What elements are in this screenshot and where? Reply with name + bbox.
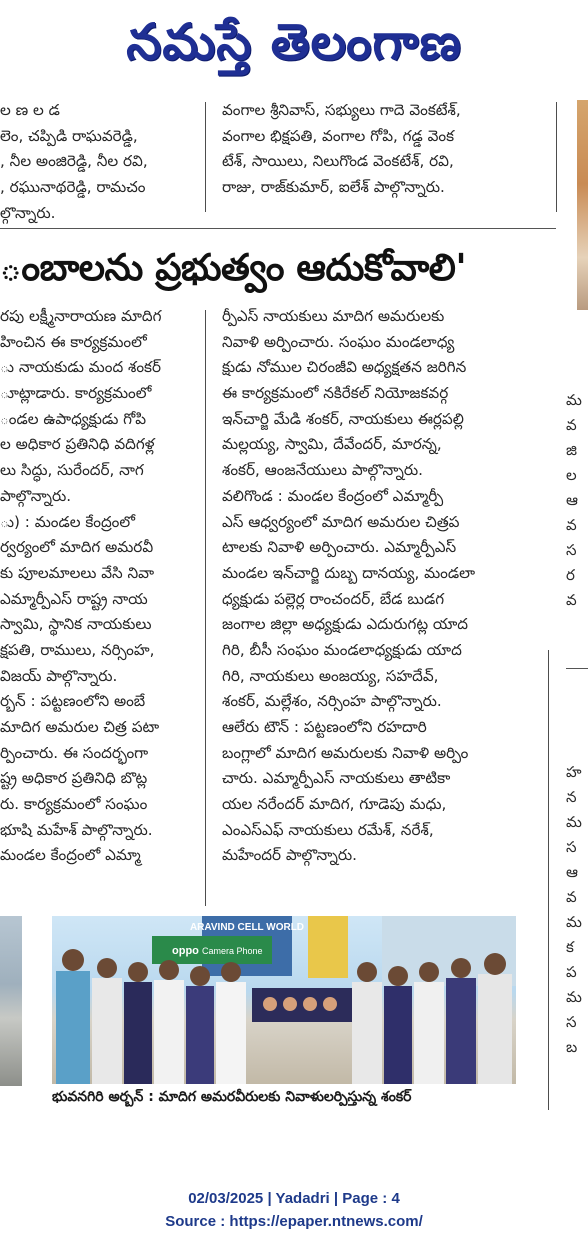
text-line: మహేందర్ పాల్గొన్నారు. — [222, 846, 357, 865]
top-left-column — [0, 98, 197, 226]
text-line: ఎమ్మార్పీఎస్ రాష్ట్ర నాయ — [0, 589, 148, 608]
text-line: రపు లక్ష్మీనారాయణ మాదిగ — [0, 307, 162, 325]
text-line: మండల కేంద్రంలో ఎమ్మా — [0, 846, 141, 865]
shop-sub-text: Camera Phone — [202, 946, 263, 956]
right-edge-upper-column — [566, 388, 588, 613]
text-line: స్వామి, స్థానిక నాయకులు — [0, 615, 152, 634]
column-divider — [548, 650, 549, 1110]
text-line: పాల్గొన్నారు. — [0, 486, 72, 505]
text-line: ర్బన్ : పట్టణంలోని అంబే — [0, 692, 146, 711]
text-line: వలిగొండ : మండల కేంద్రంలో ఎమ్మార్పీ — [222, 486, 444, 505]
footer-source-link[interactable]: Source : https://epaper.ntnews.com/ — [165, 1213, 423, 1230]
text-line: ఆ — [566, 491, 578, 509]
text-line: ఆలేరు టౌన్ : పట్టణంలోని రహదారి — [222, 718, 427, 736]
article-photo — [52, 916, 516, 1084]
text-line: ర్వర్యంలో మాదిగ అమరవీ — [0, 538, 154, 557]
text-line: ల — [566, 466, 577, 484]
photo-caption: భువనగిరి అర్బన్ : మాదిగ అమరవీరులకు నివాళులర్పిస్తున్న శంకర్ — [52, 1089, 412, 1105]
text-line: వ — [566, 591, 577, 609]
text-line: వంగాల భిక్షపతి, వంగాల గోపి, గడ్డ వెంక — [222, 126, 455, 145]
text-line: విజయ్ పాల్గొన్నారు. — [0, 666, 118, 685]
text-line: ు) : మండల కేంద్రంలో — [0, 512, 136, 531]
section-divider — [0, 228, 556, 229]
text-line: ప — [566, 963, 577, 981]
shop-brand-text: oppo — [172, 945, 199, 957]
text-line: యల నరేందర్ మాదిగ, గూడెపు మధు, — [222, 795, 447, 814]
text-line: మల్లయ్య, స్వామి, దేవేందర్, మారన్న, — [222, 435, 442, 454]
text-line: ఆ — [566, 863, 578, 881]
column-divider — [205, 102, 206, 212]
text-line: ఎస్ ఆధ్వర్యంలో మాదిగ అమరుల చిత్రప — [222, 512, 460, 531]
statue — [308, 916, 348, 978]
column-divider — [205, 310, 206, 906]
text-line: ల అధికార ప్రతినిధి వదిగళ్ల — [0, 435, 155, 454]
section-divider — [566, 668, 588, 669]
text-line: వంగాల శ్రీనివాస్, సభ్యులు గాదె వెంకటేశ్, — [222, 101, 461, 119]
text-line: మ — [566, 913, 582, 931]
text-line: క్షపతి, రాములు, నర్సింహ, — [0, 640, 155, 659]
text-line: బ — [566, 1038, 578, 1056]
text-line: నివాళి అర్పించారు. సంఘం మండలాధ్య — [222, 332, 455, 351]
text-line: స — [566, 1013, 577, 1031]
text-line: శంకర్, ఆంజనేయులు పాల్గొన్నారు. — [222, 461, 423, 480]
text-line: బంగ్లాలో మాదిగ అమరులకు నివాళి అర్పిం — [222, 743, 469, 762]
shop-sign-text: ARAVIND CELL WORLD — [189, 922, 305, 933]
text-line: క్షుడు నోముల చిరంజీవి అధ్యక్షతన జరిగిన — [222, 358, 467, 377]
right-edge-lower-column — [566, 760, 588, 1060]
text-line: న — [566, 788, 577, 806]
text-line: లెం, చప్పిడి రాఘవరెడ్డి, — [0, 126, 138, 145]
text-line: ష్ట్ర అధికార ప్రతినిధి బొట్ల — [0, 769, 148, 788]
text-line: , నీల అంజిరెడ్డి, నీల రవి, — [0, 152, 148, 171]
photo-illustration — [52, 916, 516, 1084]
text-line: గిరి, నాయకులు అంజయ్య, సహదేవ్, — [222, 666, 439, 685]
text-line: మండల ఇన్‌చార్జి దుబ్బ దానయ్య, మండలా — [222, 563, 476, 582]
text-line: శంకర్, మల్లేశం, నర్సింహ పాల్గొన్నారు. — [222, 692, 442, 711]
text-line: ు నాయకుడు మంద శంకర్ — [0, 358, 161, 377]
text-line: జి — [566, 441, 577, 459]
text-line: కు పూలమాలలు వేసి నివా — [0, 563, 155, 582]
text-line: వ — [566, 888, 577, 906]
right-photo-fragment — [577, 100, 588, 310]
text-line: రాజు, రాజ్‌కుమార్, ఐలేశ్ పాల్గొన్నారు. — [222, 178, 445, 197]
text-line: మ — [566, 813, 582, 831]
newspaper-logo: నమస్తే తెలంగాణ — [126, 13, 462, 71]
text-line: స — [566, 838, 577, 856]
text-line: మాదిగ అమరుల చిత్ర పటా — [0, 718, 160, 736]
text-line: గిరి, బీసీ సంఘం మండలాధ్యక్షుడు యాద — [222, 640, 462, 659]
photo-fragment — [0, 916, 22, 1086]
text-line: ఎంఎస్ఎఫ్ నాయకులు రమేశ్, నరేశ్, — [222, 820, 434, 839]
top-right-column — [222, 98, 552, 201]
text-line: రు. కార్యక్రమంలో సంఘం — [0, 795, 148, 814]
text-line: ర — [566, 566, 575, 584]
text-line: ఇన్‌చార్జి మేడి శంకర్, నాయకులు ఈర్లపల్లి — [222, 409, 464, 428]
masthead — [0, 0, 588, 84]
text-line: మ — [566, 391, 582, 409]
text-line: స — [566, 541, 577, 559]
text-line: ర్పీఎస్ నాయకులు మాదిగ అమరులకు — [222, 307, 445, 325]
text-line: ల్గొన్నారు. — [0, 203, 56, 222]
text-line: ండల ఉపాధ్యక్షుడు గోపి — [0, 409, 147, 428]
text-line: మ — [566, 988, 582, 1006]
text-line: వ — [566, 516, 577, 534]
text-line: లు సిద్ధు, సురేందర్, నాగ — [0, 461, 144, 480]
article-middle-column — [222, 304, 552, 869]
text-line: టేశ్, సాయిలు, నిలుగొండ వెంకటేశ్, రవి, — [222, 152, 454, 171]
text-line: హ — [566, 763, 582, 781]
text-line: ల ణ ల డ — [0, 101, 60, 119]
article-headline: ంబాలను ప్రభుత్వం ఆదుకోవాలి' — [0, 246, 467, 289]
text-line: ధ్యక్షుడు పల్లెర్ల రాంచందర్, బేడ బుడగ — [222, 589, 445, 608]
text-line: , రఘునాథరెడ్డి, రామచం — [0, 178, 146, 197]
column-divider — [556, 102, 557, 212]
text-line: వ — [566, 416, 577, 434]
text-line: భూషి మహేశ్ పాల్గొన్నారు. — [0, 820, 153, 839]
text-line: ర్పించారు. ఈ సందర్భంగా — [0, 743, 149, 762]
footer-date-line: 02/03/2025 | Yadadri | Page : 4 — [188, 1190, 400, 1207]
text-line: టాలకు నివాళి అర్పించారు. ఎమ్మార్పీఎస్ — [222, 538, 457, 557]
text-line: హించిన ఈ కార్యక్రమంలో — [0, 332, 147, 351]
text-line: క — [566, 938, 574, 956]
text-line: ఈ కార్యక్రమంలో నకిరేకల్ నియోజకవర్గ — [222, 384, 449, 403]
text-line: చారు. ఎమ్మార్పీఎస్ నాయకులు తాటికా — [222, 769, 451, 788]
text-line: జంగాల జిల్లా అధ్యక్షుడు ఎదురుగట్ల యాద — [222, 615, 469, 634]
text-line: ూట్లాడారు. కార్యక్రమంలో — [0, 384, 152, 403]
article-left-column — [0, 304, 197, 869]
